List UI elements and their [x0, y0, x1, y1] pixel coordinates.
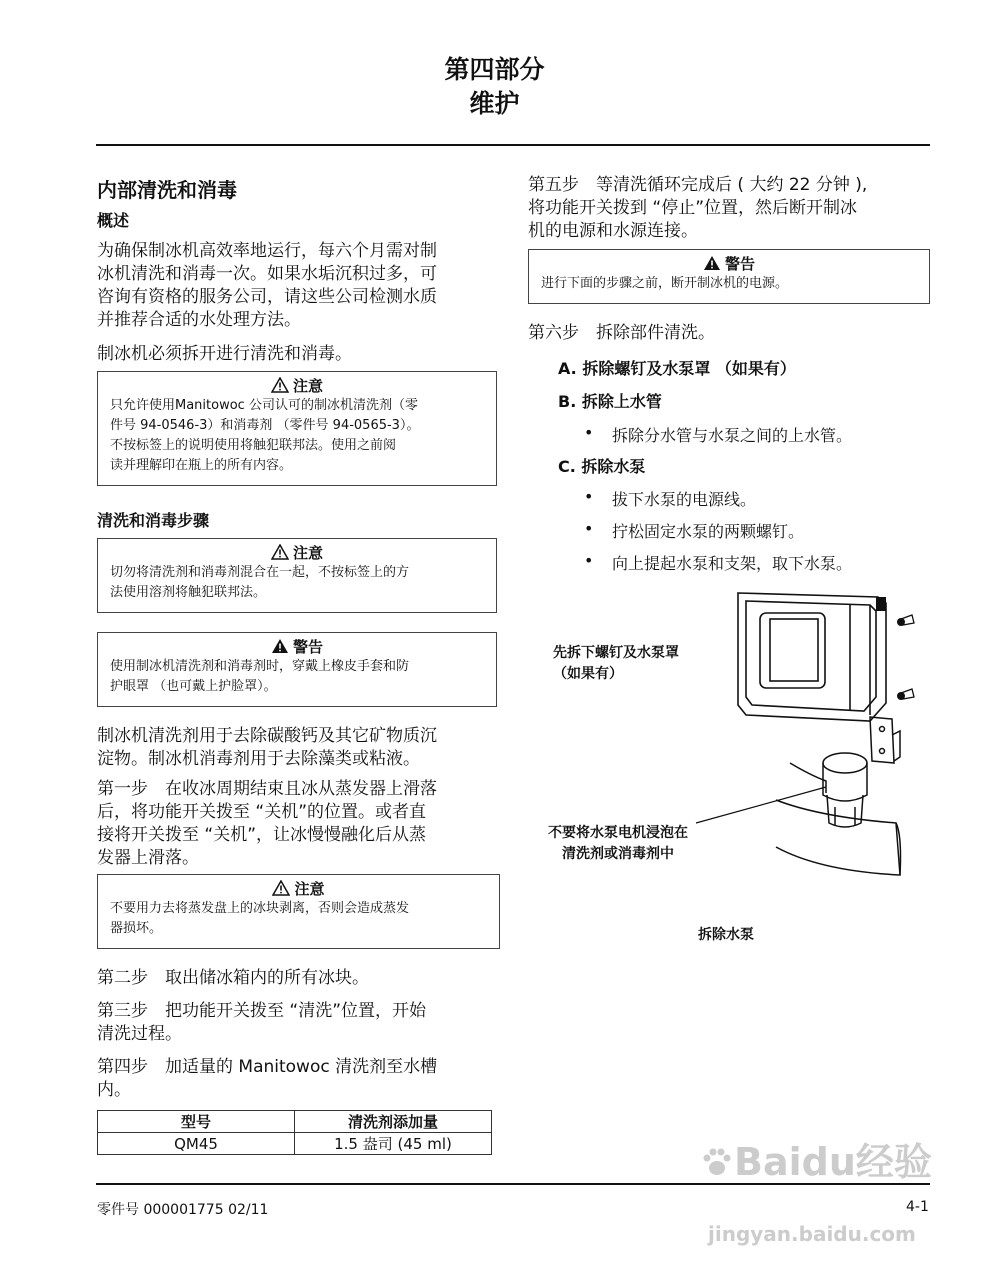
warning-box-2 — [528, 249, 930, 304]
footer-part-number: 零件号 000001775 02/11 — [97, 1202, 269, 1218]
caution-box-1 — [97, 371, 497, 486]
step3-paragraph: 第三步 把功能开关拨至 “清洗”位置，开始 清洗过程。 — [97, 1001, 427, 1044]
table-cell: QM45 — [98, 1133, 295, 1155]
bullet-item: • 拔下水泵的电源线。 — [584, 487, 757, 509]
callout-do-not-submerge: 不要将水泵电机浸泡在 清洗剂或消毒剂中 — [548, 825, 688, 862]
table-header-cell: 清洗剂添加量 — [295, 1111, 492, 1133]
warning-title: 警告 — [541, 254, 917, 274]
caution-title: 注意 — [110, 376, 484, 396]
step1-paragraph: 第一步 在收冰周期结束且冰从蒸发器上滑落 后，将功能开关拨至 “关机”的位置。或者直 接将开关拨至 “关机”，让冰慢慢融化后从蒸 发器上滑落。 — [97, 779, 437, 868]
warning-icon — [703, 255, 721, 271]
step4-paragraph: 第四步 加适量的 Manitowoc 清洗剂至水槽 内。 — [97, 1057, 438, 1100]
caution-box-2 — [97, 538, 497, 613]
heading-overview: 概述 — [97, 211, 130, 230]
table-cell: 1.5 盎司 (45 ml) — [295, 1133, 492, 1155]
step6-paragraph: 第六步 拆除部件清洗。 — [528, 323, 715, 343]
substep-a: A. 拆除螺钉及水泵罩 （如果有） — [558, 359, 796, 378]
step5-paragraph: 第五步 等清洗循环完成后 ( 大约 22 分钟 ), 将功能开关拨到 “停止”位置，然后断开制冰 机的电源和水源连接。 — [528, 175, 868, 241]
table-header-row — [98, 1111, 492, 1133]
table-header-cell: 型号 — [98, 1111, 295, 1133]
warning-text: 使用制冰机清洗剂和消毒剂时，穿戴上橡皮手套和防 护眼罩 （也可戴上护脸罩）。 — [110, 659, 410, 694]
section-number: 第四部分 — [444, 55, 545, 84]
caution-title: 注意 — [110, 543, 484, 563]
caution-box-3 — [97, 874, 500, 949]
caution-text: 只允许使用Manitowoc 公司认可的制冰机清洗剂（零 件号 94-0546-3）和消毒剂 （零件号 94-0565-3）。 不按标签上的说明使用将触犯联邦法。使用之前阅 读并理解印在瓶上的所有内容。 — [110, 398, 420, 473]
warning-text: 进行下面的步骤之前，断开制冰机的电源。 — [541, 276, 789, 291]
callout-remove-cover: 先拆下螺钉及水泵罩 （如果有） — [553, 645, 679, 682]
caution-icon — [271, 377, 289, 393]
figure-caption: 拆除水泵 — [698, 927, 754, 943]
caution-text: 切勿将清洗剂和消毒剂混合在一起，不按标签上的方 法使用溶剂将触犯联邦法。 — [110, 565, 410, 600]
substep-c: C. 拆除水泵 — [558, 457, 646, 476]
cleaner-amount-table — [97, 1110, 492, 1155]
heading-cleaning: 内部清洗和消毒 — [97, 178, 237, 202]
caution-text: 不要用力去将蒸发盘上的冰块剥离，否则会造成蒸发 器损坏。 — [110, 901, 410, 936]
substep-b: B. 拆除上水管 — [558, 392, 662, 411]
warning-box-1 — [97, 632, 497, 707]
watermark-url: jingyan.baidu.com — [708, 1222, 916, 1246]
bullet-item: • 拧松固定水泵的两颗螺钉。 — [584, 519, 805, 541]
warning-icon — [271, 638, 289, 654]
table-row — [98, 1133, 492, 1155]
cleaner-paragraph: 制冰机清洗剂用于去除碳酸钙及其它矿物质沉 淀物。制冰机消毒剂用于去除藻类或粘液。 — [97, 726, 437, 769]
footer-page-number: 4-1 — [906, 1199, 929, 1215]
overview-paragraph: 为确保制冰机高效率地运行，每六个月需对制 冰机清洗和消毒一次。如果水垢沉积过多，可 咨询有资格的服务公司，请这些公司检测水质 并推荐合适的水处理方法。 — [97, 241, 437, 330]
screw-icon — [897, 615, 914, 626]
caution-title: 注意 — [110, 879, 487, 899]
heading-steps: 清洗和消毒步骤 — [97, 511, 210, 530]
step2-paragraph: 第二步 取出储冰箱内的所有冰块。 — [97, 968, 369, 988]
disassemble-note: 制冰机必须拆开进行清洗和消毒。 — [97, 344, 352, 364]
paw-icon — [700, 1145, 734, 1179]
section-title: 维护 — [469, 89, 520, 118]
warning-title: 警告 — [110, 637, 484, 657]
caution-icon — [271, 544, 289, 560]
bullet-item: • 向上提起水泵和支架，取下水泵。 — [584, 551, 853, 573]
caution-icon — [272, 880, 290, 896]
watermark-brand: Baidu经验 — [700, 1140, 932, 1184]
screw-icon — [897, 689, 914, 700]
header-divider — [96, 144, 930, 146]
bullet-item: • 拆除分水管与水泵之间的上水管。 — [584, 423, 853, 445]
